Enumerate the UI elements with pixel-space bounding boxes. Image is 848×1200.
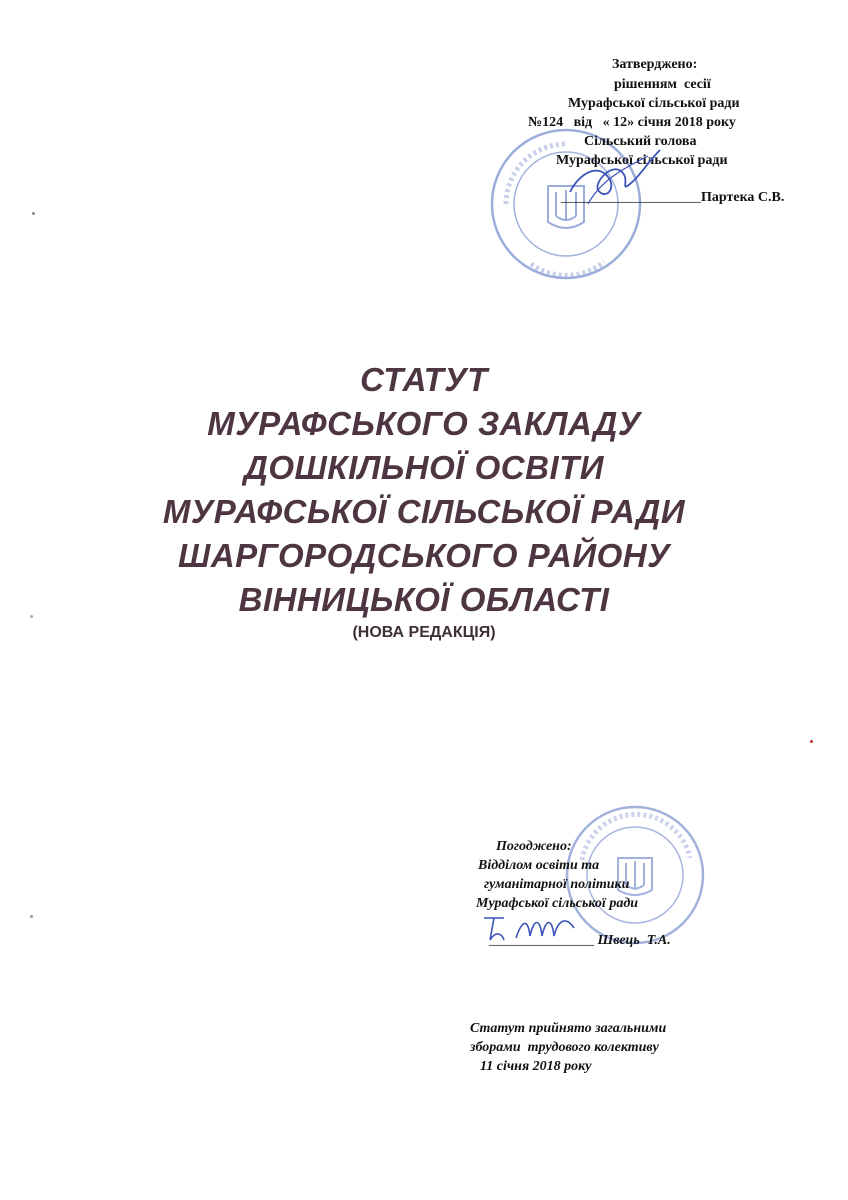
adopted-date: 11 січня 2018 року (480, 1059, 592, 1074)
approval-number-date: №124 від « 12» січня 2018 року (528, 115, 736, 130)
agreed-department: Відділом освіти та (478, 858, 600, 873)
adopted-line-1: Статут прийнято загальними (470, 1021, 667, 1036)
agreed-policy: гуманітарної політики (484, 877, 630, 892)
title-line-4: МУРАФСЬКОЇ СІЛЬСЬКОЇ РАДИ (162, 493, 686, 530)
approval-head-title: Сільський голова (584, 134, 697, 149)
scan-speck (30, 615, 33, 618)
approval-council: Мурафської сільської ради (568, 96, 740, 111)
document-title (0, 358, 848, 622)
title-line-2: МУРАФСЬКОГО ЗАКЛАДУ (207, 405, 641, 442)
scan-speck (30, 915, 33, 918)
title-line-3: ДОШКІЛЬНОЇ ОСВІТИ (243, 449, 605, 486)
approval-signatory-name: Партека С.В. (701, 190, 785, 205)
scan-speck (32, 212, 35, 215)
agreed-heading: Погоджено: (496, 839, 572, 854)
title-line-6: ВІННИЦЬКОЇ ОБЛАСТІ (238, 581, 610, 618)
adopted-line-2: зборами трудового колективу (470, 1040, 659, 1055)
approval-signature-blank: ____________________ (561, 190, 701, 205)
department-signature (478, 900, 588, 950)
approval-heading: Затверджено: (612, 57, 698, 72)
document-subtitle: (НОВА РЕДАКЦІЯ) (352, 624, 496, 641)
agreed-signatory-name: Швець Т.А. (597, 933, 671, 948)
approval-decision: рішенням сесії (614, 77, 711, 92)
title-line-1: СТАТУТ (360, 361, 488, 398)
title-line-5: ШАРГОРОДСЬКОГО РАЙОНУ (178, 537, 670, 574)
agreed-council: Мурафської сільської ради (476, 896, 639, 911)
approval-head-council: Мурафської сільської ради (556, 153, 728, 168)
head-signature (560, 132, 670, 212)
agreed-signature-blank: _______________ (489, 933, 594, 948)
scan-speck (810, 740, 813, 743)
